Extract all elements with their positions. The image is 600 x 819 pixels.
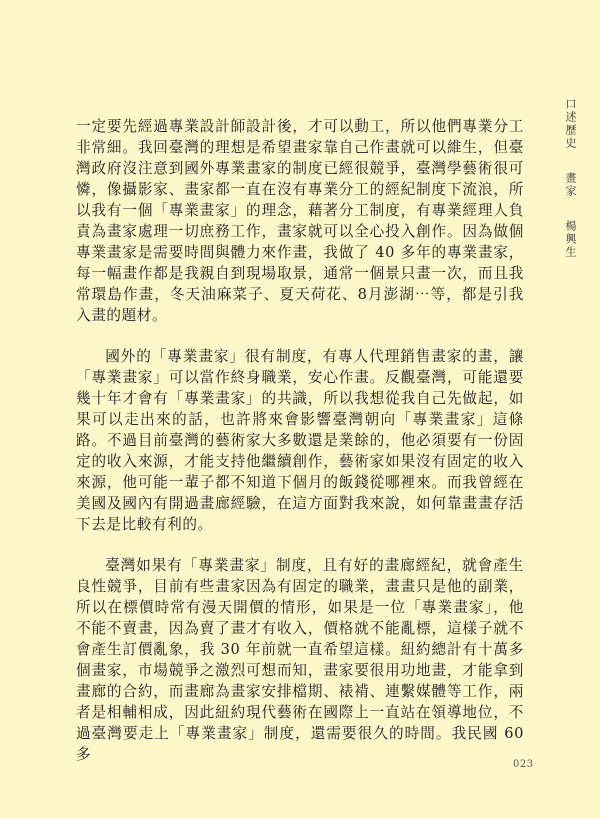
paragraph-3: 臺灣如果有「專業畫家」制度，且有好的畫廊經紀，就會產生良性競爭，目前有些畫家因為有固定的職業，畫畫只是他的副業，所以在標價時常有漫天開價的情形，如果是一位「專業畫家」，他不能不賣畫，因為賣了畫才有收入，價格就不能亂標，這樣子就不會產生訂價亂象，我 30 年前就一直希望這樣。紐約總計有十萬多個畫家，市場競爭之激烈可想而知，畫家要很用功地畫，才能拿到畫廊的合約，而畫廊為畫家安排檔期、裱褙、連繫媒體等工作，兩者是相輔相成，因此紐約現代藝術在國際上一直站在領導地位，不過臺灣要走上「專業畫家」制度，還需要很久的時間。我民國 60 多	[76, 557, 524, 763]
page-number: 023	[513, 759, 534, 770]
running-head-name: 楊興生	[564, 220, 577, 259]
running-head-series: 口述歷史	[564, 98, 577, 150]
paragraph-2: 國外的「專業畫家」很有制度，有專人代理銷售畫家的畫，讓「專業畫家」可以當作終身職業，安心作畫。反觀臺灣，可能還要幾十年才會有「專業畫家」的共識，所以我想從我自己先做起，如果可以走出來的話，也許將來會影響臺灣朝向「專業畫家」這條路。不過目前臺灣的藝術家大多數還是業餘的，他必須要有一份固定的收入來源，才能支持他繼續創作，藝術家如果沒有固定的收入來源，他可能一輩子都不知道下個月的飯錢從哪裡來。而我曾經在美國及國內有開過畫廊經驗，在這方面對我來說，如何靠畫畫存活下去是比較有利的。	[76, 348, 524, 533]
body-text	[76, 116, 524, 785]
running-head	[563, 98, 577, 259]
running-head-section: 畫家	[564, 172, 577, 198]
paragraph-1: 一定要先經過專業設計師設計後，才可以動工，所以他們專業分工非常細。我回臺灣的理想是希望畫家靠自己作畫就可以維生，但臺灣政府沒注意到國外專業畫家的制度已經很競爭，臺灣學藝術很可憐，像攝影家、畫家都一直在沒有專業分工的經紀制度下流浪，所以我有一個「專業畫家」的理念，藉著分工制度，有專業經理人負責為畫家處理一切庶務工作，畫家就可以全心投入創作。因為做個專業畫家是需要時間與體力來作畫，我做了 40 多年的專業畫家，每一幅畫作都是我親自到現場取景，通常一個景只畫一次，而且我常環島作畫，冬天油麻菜子、夏天荷花、8月澎湖⋯等，都是引我入畫的題材。	[76, 118, 524, 324]
